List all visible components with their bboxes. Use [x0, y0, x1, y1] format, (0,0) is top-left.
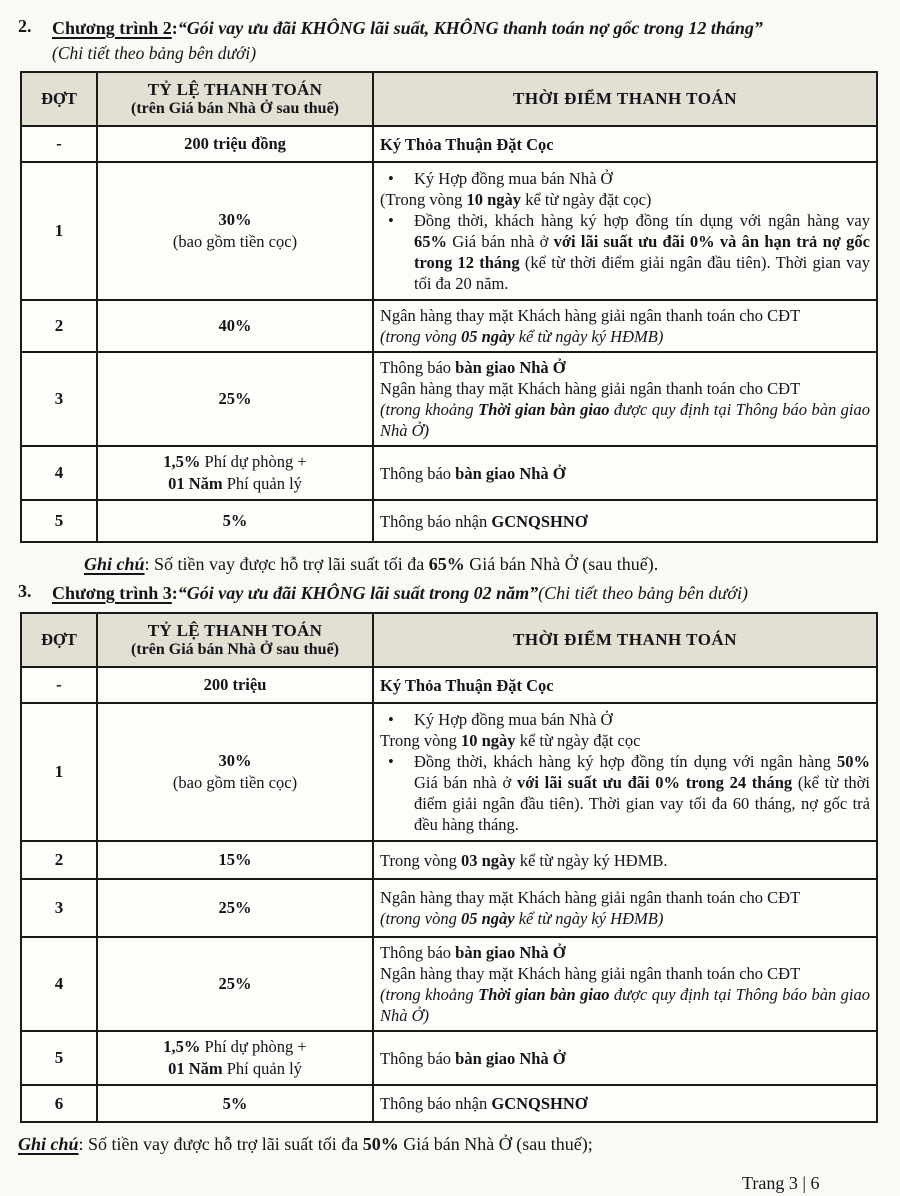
cell-installment: 5: [21, 500, 97, 542]
col-header-time: THỜI ĐIỂM THANH TOÁN: [373, 72, 877, 126]
table-header-row: [21, 72, 877, 126]
cell-installment: -: [21, 126, 97, 162]
table-row: [21, 937, 877, 1031]
bullet-line: • Đồng thời, khách hàng ký hợp đồng tín dụng với ngân hàng 50% Giá bán nhà ở với lãi suất ưu đãi 0% trong 24 tháng (kể từ thời điểm giải ngân đầu tiên). Thời gian vay tối đa 60 tháng, nợ gốc trả đều hàng tháng.: [380, 751, 870, 835]
cell-installment: 2: [21, 300, 97, 352]
col-header-time: THỜI ĐIỂM THANH TOÁN: [373, 613, 877, 667]
table-row: [21, 352, 877, 446]
program3-title: Chương trình 3:“Gói vay ưu đãi KHÔNG lãi suất trong 02 năm”(Chi tiết theo bảng bên dưới): [52, 583, 749, 603]
cell-ratio: 30% (bao gồm tiền cọc): [97, 703, 373, 841]
table-row: [21, 300, 877, 352]
col-header-ratio: [97, 72, 373, 126]
cell-timing: Thông báo bàn giao Nhà Ở Ngân hàng thay mặt Khách hàng giải ngân thanh toán cho CĐT (trong khoảng Thời gian bàn giao được quy định tại Thông báo bàn giao Nhà Ở): [373, 352, 877, 446]
table-row: [21, 841, 877, 879]
cell-ratio: 5%: [97, 1085, 373, 1122]
cell-timing: Thông báo nhận GCNQSHNƠ: [373, 1085, 877, 1122]
table-header-row: [21, 613, 877, 667]
cell-installment: 3: [21, 879, 97, 937]
cell-ratio: 40%: [97, 300, 373, 352]
cell-ratio: 200 triệu: [97, 667, 373, 703]
program2-title: Chương trình 2:“Gói vay ưu đãi KHÔNG lãi suất, KHÔNG thanh toán nợ gốc trong 12 tháng”: [52, 18, 763, 38]
payment-table-program3: [20, 612, 878, 1123]
cell-installment: 6: [21, 1085, 97, 1122]
cell-ratio: 5%: [97, 500, 373, 542]
bullet-icon: •: [388, 169, 394, 188]
cell-installment: 2: [21, 841, 97, 879]
program2-heading: [18, 16, 892, 65]
bullet-icon: •: [388, 211, 394, 230]
note-program2: Ghi chú: Số tiền vay được hỗ trợ lãi suất tối đa 65% Giá bán Nhà Ở (sau thuế).: [84, 554, 659, 574]
bullet-line: • Ký Hợp đồng mua bán Nhà Ở: [380, 168, 870, 189]
cell-timing: Trong vòng 03 ngày kể từ ngày ký HĐMB.: [373, 841, 877, 879]
payment-table-program2: [20, 71, 878, 543]
table-row: [21, 667, 877, 703]
cell-timing: Thông báo nhận GCNQSHNƠ: [373, 500, 877, 542]
bullet-line: • Ký Hợp đồng mua bán Nhà Ở: [380, 709, 870, 730]
col-header-ratio: [97, 613, 373, 667]
bullet-icon: •: [388, 710, 394, 729]
section-number: 3.: [18, 581, 32, 601]
table-row: [21, 879, 877, 937]
cell-ratio: 200 triệu đồng: [97, 126, 373, 162]
section-number: 2.: [18, 16, 32, 36]
program2-subtitle: (Chi tiết theo bảng bên dưới): [52, 43, 257, 63]
cell-timing: • Ký Hợp đồng mua bán Nhà Ở (Trong vòng 10 ngày kể từ ngày đặt cọc) • Đồng thời, khách hàng ký hợp đồng tín dụng với ngân hàng vay 65% Giá bán nhà ở với lãi suất ưu đãi 0% và ân hạn trả nợ gốc trong 12 tháng (kể từ thời điểm giải ngân đầu tiên). Thời gian vay tối đa 20 năm.: [373, 162, 877, 300]
cell-timing: Thông báo bàn giao Nhà Ở: [373, 446, 877, 500]
page-number: Trang 3 | 6: [742, 1173, 820, 1193]
table-row: [21, 446, 877, 500]
table-row: [21, 126, 877, 162]
table-row: [21, 162, 877, 300]
bullet-line: • Đồng thời, khách hàng ký hợp đồng tín dụng với ngân hàng vay 65% Giá bán nhà ở với lãi suất ưu đãi 0% và ân hạn trả nợ gốc trong 12 tháng (kể từ thời điểm giải ngân đầu tiên). Thời gian vay tối đa 20 năm.: [380, 210, 870, 294]
cell-ratio: 25%: [97, 352, 373, 446]
table-row: [21, 1031, 877, 1085]
cell-installment: 3: [21, 352, 97, 446]
bullet-icon: •: [388, 752, 394, 771]
note-program3: Ghi chú: Số tiền vay được hỗ trợ lãi suất tối đa 50% Giá bán Nhà Ở (sau thuế);: [18, 1134, 593, 1154]
table-row: [21, 703, 877, 841]
cell-timing: Ký Thỏa Thuận Đặt Cọc: [373, 667, 877, 703]
cell-timing: Ngân hàng thay mặt Khách hàng giải ngân thanh toán cho CĐT (trong vòng 05 ngày kể từ ngày ký HĐMB): [373, 879, 877, 937]
col-header-ratio-line2: (trên Giá bán Nhà Ở sau thuế): [130, 100, 340, 117]
cell-ratio: 1,5% Phí dự phòng + 01 Năm Phí quản lý: [97, 1031, 373, 1085]
cell-timing: • Ký Hợp đồng mua bán Nhà Ở Trong vòng 10 ngày kể từ ngày đặt cọc • Đồng thời, khách hàng ký hợp đồng tín dụng với ngân hàng 50% Giá bán nhà ở với lãi suất ưu đãi 0% trong 24 tháng (kể từ thời điểm giải ngân đầu tiên). Thời gian vay tối đa 60 tháng, nợ gốc trả đều hàng tháng.: [373, 703, 877, 841]
table-row: [21, 1085, 877, 1122]
col-header-ratio-line1: TỶ LỆ THANH TOÁN: [147, 621, 323, 640]
col-header-installment: ĐỢT: [21, 72, 97, 126]
cell-ratio: 15%: [97, 841, 373, 879]
cell-timing: Ngân hàng thay mặt Khách hàng giải ngân thanh toán cho CĐT (trong vòng 05 ngày kể từ ngày ký HĐMB): [373, 300, 877, 352]
cell-ratio: 25%: [97, 937, 373, 1031]
cell-timing: Thông báo bàn giao Nhà Ở Ngân hàng thay mặt Khách hàng giải ngân thanh toán cho CĐT (trong khoảng Thời gian bàn giao được quy định tại Thông báo bàn giao Nhà Ở): [373, 937, 877, 1031]
col-header-installment: ĐỢT: [21, 613, 97, 667]
cell-installment: 1: [21, 162, 97, 300]
cell-ratio: 30% (bao gồm tiền cọc): [97, 162, 373, 300]
cell-timing: Thông báo bàn giao Nhà Ở: [373, 1031, 877, 1085]
table-row: [21, 500, 877, 542]
cell-timing: Ký Thỏa Thuận Đặt Cọc: [373, 126, 877, 162]
cell-installment: 1: [21, 703, 97, 841]
col-header-ratio-line1: TỶ LỆ THANH TOÁN: [147, 80, 323, 99]
col-header-ratio-line2: (trên Giá bán Nhà Ở sau thuế): [130, 641, 340, 658]
cell-ratio: 25%: [97, 879, 373, 937]
cell-ratio: 1,5% Phí dự phòng + 01 Năm Phí quản lý: [97, 446, 373, 500]
cell-installment: 5: [21, 1031, 97, 1085]
cell-installment: 4: [21, 446, 97, 500]
cell-installment: 4: [21, 937, 97, 1031]
cell-installment: -: [21, 667, 97, 703]
program3-heading: [18, 581, 892, 606]
